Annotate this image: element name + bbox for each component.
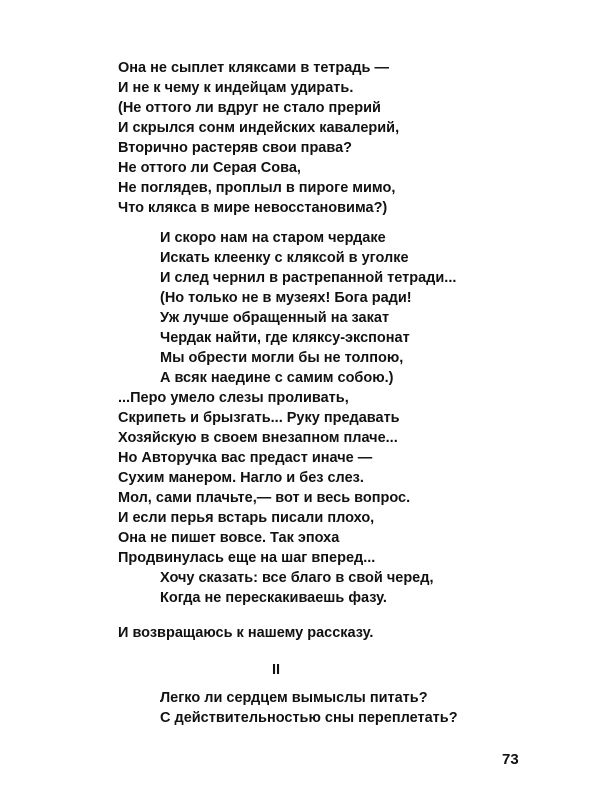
poem-line: Скрипеть и брызгать... Руку предавать (118, 410, 400, 426)
poem-line: И возвращаюсь к нашему рассказу. (118, 625, 374, 641)
poem-line: А всяк наедине с самим собою.) (160, 370, 394, 386)
poem-line: Мы обрести могли бы не толпою, (160, 350, 404, 366)
poem-line: Легко ли сердцем вымыслы питать? (160, 690, 428, 706)
poem-line: (Но только не в музеях! Бога ради! (160, 290, 412, 306)
poem-line: С действительностью сны переплетать? (160, 710, 458, 726)
poem-line: Когда не перескакиваешь фазу. (160, 590, 387, 606)
poem-line: Она не пишет вовсе. Так эпоха (118, 530, 340, 546)
poem-line: И скрылся сонм индейских кавалерий, (118, 120, 400, 136)
poem-line: (Не оттого ли вдруг не стало прерий (118, 100, 381, 116)
page-number: 73 (502, 751, 519, 768)
poem-line: Она не сыплет кляксами в тетрадь — (118, 60, 389, 76)
poem-line: И не к чему к индейцам удирать. (118, 80, 354, 96)
poem-line: Хочу сказать: все благо в свой черед, (160, 570, 434, 586)
poem-line: И след чернил в растрепанной тетради... (160, 270, 457, 286)
poem-line: Но Авторучка вас предаст иначе — (118, 450, 373, 466)
poem-line: Не поглядев, проплыл в пироге мимо, (118, 180, 396, 196)
poem-line: Хозяйскую в своем внезапном плаче... (118, 430, 398, 446)
poem-line: Не оттого ли Серая Сова, (118, 160, 301, 176)
poem-line: Уж лучше обращенный на закат (160, 310, 390, 326)
section-number: II (272, 662, 281, 678)
poem-line: Искать клеенку с кляксой в уголке (160, 250, 409, 266)
poem-line: Вторично растеряв свои права? (118, 140, 353, 156)
poem-line: Мол, сами плачьте,— вот и весь вопрос. (118, 490, 411, 506)
poem-line: Сухим манером. Нагло и без слез. (118, 470, 364, 486)
poem-line: Что клякса в мире невосстановима?) (118, 200, 388, 216)
poem-line: И скоро нам на старом чердаке (160, 230, 386, 246)
poem-line: И если перья встарь писали плохо, (118, 510, 375, 526)
poem-line: Продвинулась еще на шаг вперед... (118, 550, 376, 566)
poem-line: Чердак найти, где кляксу-экспонат (160, 330, 410, 346)
poem-line: ...Перо умело слезы проливать, (118, 390, 349, 406)
